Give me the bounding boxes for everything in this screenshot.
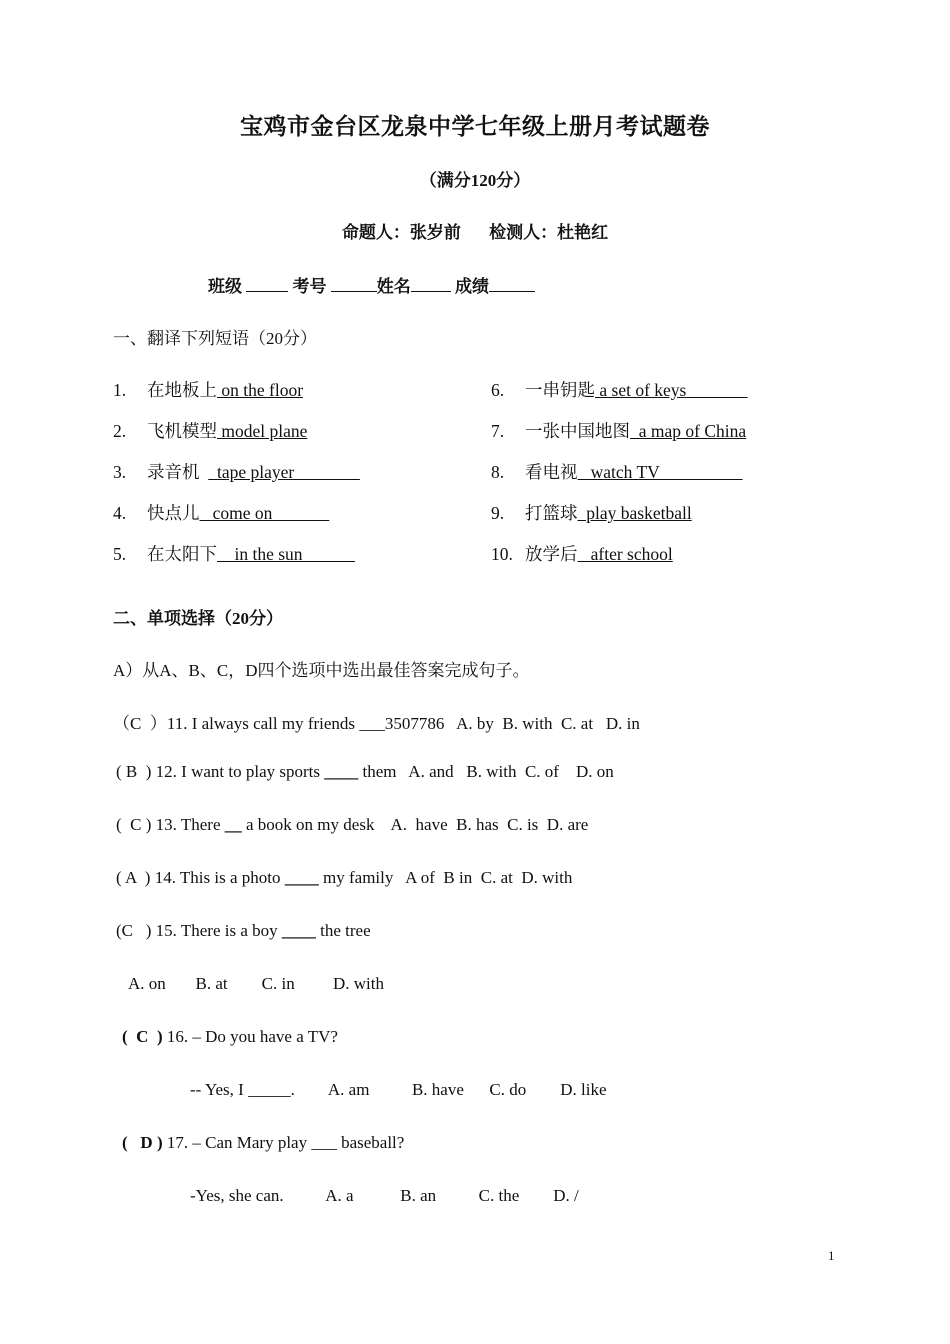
answer-mark: ( C )	[116, 815, 152, 834]
page-number: 1	[828, 1248, 835, 1263]
number-label: 考号	[292, 277, 327, 296]
vocab-answer: a set of keys	[595, 380, 748, 400]
vocab-item: 5. 在太阳下 in the sun	[113, 544, 356, 564]
vocab-item: 7. 一张中国地图 a map of China	[491, 421, 747, 441]
section2-heading: 二、单项选择（20分）	[113, 609, 283, 628]
score-blank[interactable]	[489, 275, 535, 292]
question-blank: ___	[359, 714, 385, 733]
answer-mark: ( B )	[116, 762, 152, 781]
vocab-answer: tape player	[208, 462, 360, 482]
question-15-options: A. on B. at C. in D. with	[128, 974, 384, 993]
answer-mark: （C ）	[113, 714, 167, 733]
vocab-answer: play basketball	[577, 503, 692, 523]
answer-mark: ( C )	[122, 1027, 163, 1046]
authors-line	[0, 218, 950, 243]
section1-heading: 一、翻译下列短语（20分）	[113, 329, 317, 348]
vocab-item: 3. 录音机 tape player	[113, 462, 360, 482]
class-blank[interactable]	[246, 275, 288, 292]
answer-mark: (C )	[116, 921, 152, 940]
vocab-answer: after school	[577, 544, 673, 564]
vocab-item: 8. 看电视 watch TV	[491, 462, 743, 482]
question-11: （C ）11. I always call my friends ___3507786 A. by B. with C. at D. in	[113, 714, 640, 733]
name-blank[interactable]	[411, 275, 451, 292]
question-17: ( D ) 17. – Can Mary play ___ baseball?	[122, 1133, 405, 1152]
vocab-answer: model plane	[217, 421, 308, 441]
answer-mark: ( D )	[122, 1133, 163, 1152]
question-blank: __	[224, 815, 242, 834]
instruction: A）从A、B、C，D四个选项中选出最佳答案完成句子。	[113, 661, 530, 680]
question-blank: ____	[284, 868, 319, 887]
question-12: ( B ) 12. I want to play sports ____ them A. and B. with C. of D. on	[116, 762, 614, 781]
vocab-item: 6. 一串钥匙 a set of keys	[491, 380, 748, 400]
answer-mark: ( A )	[116, 868, 151, 887]
vocab-item: 10. 放学后 after school	[491, 544, 673, 564]
vocab-answer: in the sun	[217, 544, 356, 564]
question-blank: ____	[281, 921, 316, 940]
student-info-line	[208, 272, 535, 297]
question-17-options: -Yes, she can. A. a B. an C. the D. /	[190, 1186, 579, 1205]
question-blank: ____	[324, 762, 359, 781]
class-label: 班级	[208, 277, 242, 296]
full-score: （满分120分）	[419, 171, 531, 190]
number-blank[interactable]	[331, 275, 377, 292]
page-title: 宝鸡市金台区龙泉中学七年级上册月考试题卷	[240, 114, 710, 139]
reviewer: 检测人：杜艳红	[489, 223, 609, 242]
question-14: ( A ) 14. This is a photo ____ my family A of B in C. at D. with	[116, 868, 573, 887]
vocab-item: 2. 飞机模型 model plane	[113, 421, 308, 441]
question-16-options: -- Yes, I _____. A. am B. have C. do D. like	[190, 1080, 607, 1099]
vocab-item: 9. 打篮球 play basketball	[491, 503, 692, 523]
vocab-answer: a map of China	[630, 421, 747, 441]
name-label: 姓名	[376, 277, 411, 296]
vocab-item: 1. 在地板上 on the floor	[113, 380, 304, 400]
vocab-item: 4. 快点儿 come on	[113, 503, 330, 523]
score-label: 成绩	[455, 277, 489, 296]
vocab-answer: on the floor	[217, 380, 304, 400]
question-16: ( C ) 16. – Do you have a TV?	[122, 1027, 338, 1046]
question-13: ( C ) 13. There __ a book on my desk A. have B. has C. is D. are	[116, 815, 589, 834]
question-15: (C ) 15. There is a boy ____ the tree	[116, 921, 371, 940]
vocab-answer: watch TV	[577, 462, 743, 482]
vocab-answer: come on	[199, 503, 330, 523]
author: 命题人：张岁前	[341, 223, 461, 242]
